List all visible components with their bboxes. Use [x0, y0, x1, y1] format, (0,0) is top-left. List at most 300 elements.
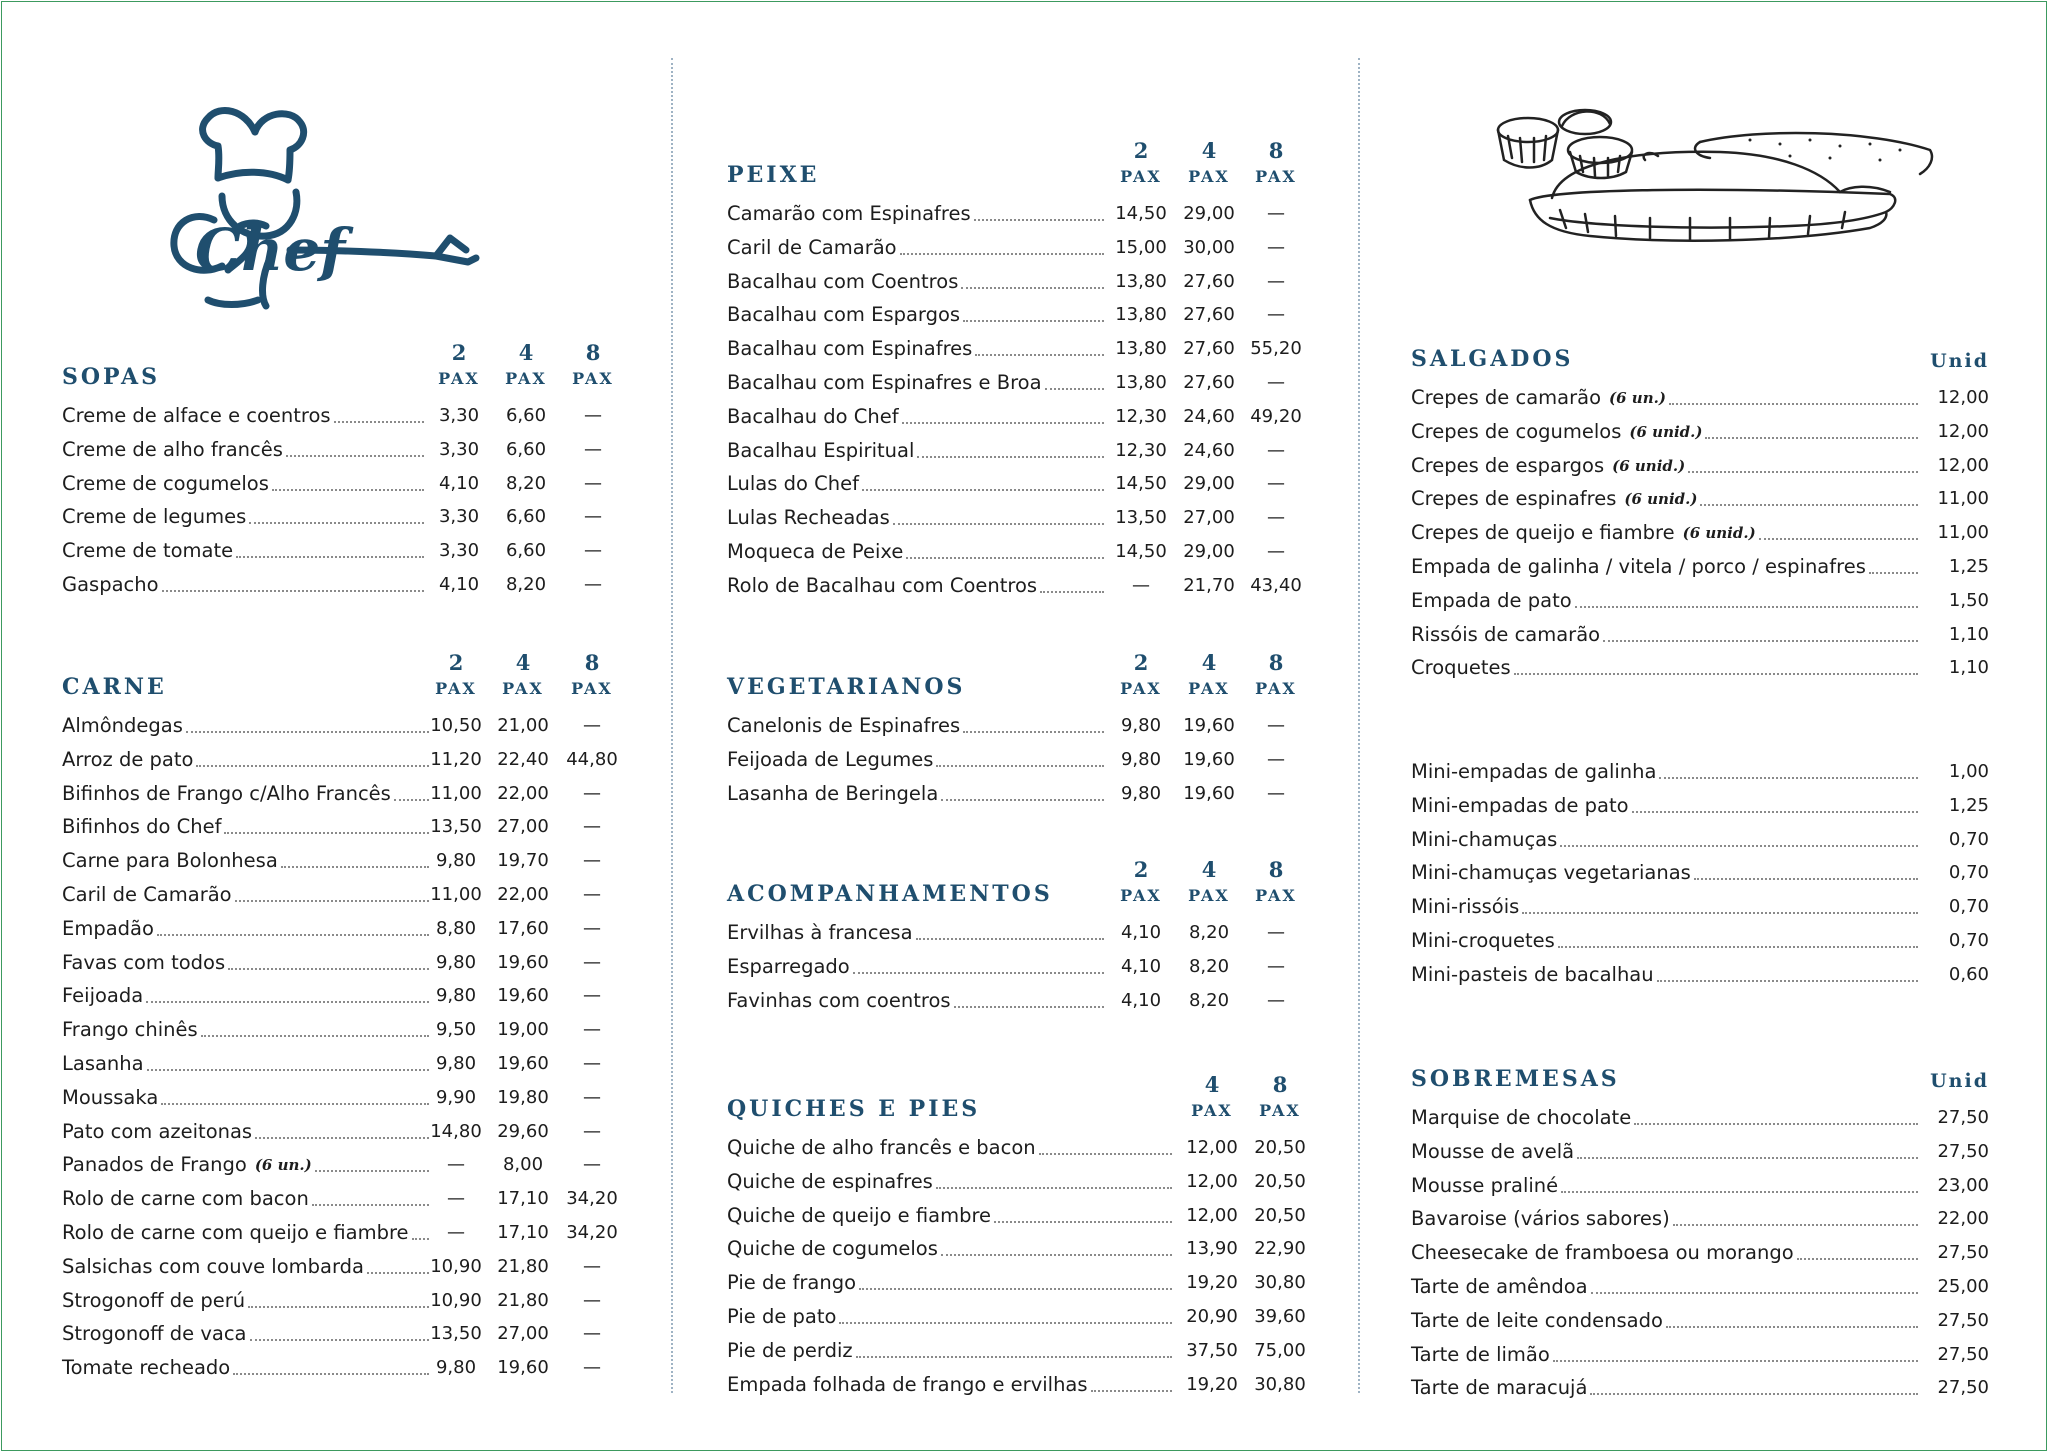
menu-item: [727, 778, 1305, 812]
dot-leader: [917, 456, 1104, 458]
menu-item-price: 20,50: [1254, 1204, 1306, 1226]
menu-item-name-group: [1411, 962, 1921, 988]
menu-item: [1411, 1170, 1989, 1204]
menu-item-price: 27,60: [1183, 338, 1235, 360]
menu-item-name: Rolo de carne com queijo e fiambre: [62, 1220, 409, 1244]
section-title: SOBREMESAS: [1411, 1066, 1620, 1092]
menu-item: [1411, 483, 1989, 517]
menu-item-price: 55,20: [1250, 338, 1302, 360]
menu-item-name: Strogonoff de perú: [62, 1288, 246, 1312]
menu-item: [1411, 1237, 1989, 1271]
pax-count: 4: [518, 340, 534, 365]
dot-leader: [367, 1272, 429, 1274]
menu-item-name: Lasanha: [62, 1051, 144, 1075]
section-header: [1411, 304, 1989, 374]
dot-leader: [893, 523, 1104, 525]
menu-item-name-group: [1411, 928, 1921, 954]
menu-item: [727, 710, 1305, 744]
menu-item-price: 0,60: [1948, 963, 1989, 985]
menu-item: [62, 1285, 627, 1319]
menu-item-price: —: [583, 1357, 601, 1379]
dot-leader: [1669, 403, 1918, 405]
menu-item-name: Croquetes: [1411, 656, 1511, 680]
menu-item-price: 19,60: [1183, 748, 1235, 770]
menu-item-name: Esparregado: [727, 954, 850, 978]
menu-item-price: 15,00: [1115, 236, 1167, 258]
dot-leader: [954, 1006, 1104, 1008]
menu-item-name: Bavaroise (vários sabores): [1411, 1207, 1670, 1231]
menu-item-price: 27,50: [1937, 1377, 1989, 1399]
menu-item-name: Creme de legumes: [62, 505, 247, 529]
menu-item: [1411, 585, 1989, 619]
dot-leader: [1039, 1153, 1172, 1155]
menu-item-price: 11,00: [430, 782, 482, 804]
menu-item-name-group: [1411, 1173, 1921, 1199]
menu-item-name-group: [62, 983, 432, 1009]
menu-item-price: 13,80: [1115, 338, 1167, 360]
menu-item-price: —: [584, 438, 602, 460]
menu-item: [727, 367, 1305, 401]
menu-item-name-group: [62, 1119, 432, 1145]
menu-item: [727, 468, 1305, 502]
menu-item-price: 34,20: [566, 1188, 618, 1210]
menu-item-name: Mousse de avelã: [1411, 1139, 1575, 1163]
menu-item-price: 4,10: [438, 573, 480, 595]
dot-leader: [186, 731, 429, 733]
menu-item: [1411, 551, 1989, 585]
menu-item: [727, 502, 1305, 536]
menu-item: [62, 913, 627, 947]
dot-leader: [1577, 1157, 1918, 1159]
menu-item-name-group: [62, 1017, 432, 1043]
menu-item-price: 12,30: [1115, 439, 1167, 461]
menu-item-price: 3,30: [438, 506, 480, 528]
menu-item-price: 11,00: [1937, 488, 1989, 510]
pax-count: 2: [1133, 138, 1149, 163]
pax-label: PAX: [435, 679, 477, 698]
menu-item-price: —: [583, 1289, 601, 1311]
menu-item-price: —: [584, 573, 602, 595]
menu-item-price: —: [583, 985, 601, 1007]
menu-item-name: Creme de cogumelos: [62, 471, 269, 495]
pax-header: [1241, 857, 1311, 909]
menu-item-name-group: [727, 920, 1107, 946]
menu-item-name: Crepes de espargos: [1411, 453, 1605, 477]
dot-leader: [1869, 572, 1918, 574]
menu-item-price: 19,60: [497, 951, 549, 973]
menu-item-name: Lulas do Chef: [727, 472, 859, 496]
menu-item-price: 24,60: [1183, 405, 1235, 427]
menu-item-name: Mini-pasteis de bacalhau: [1411, 962, 1654, 986]
menu-item-name-group: [62, 848, 432, 874]
menu-item-name-group: [62, 1220, 432, 1246]
menu-item-name-group: [1411, 520, 1921, 546]
menu-item-name-group: [727, 573, 1107, 599]
menu-item-name: Bacalhau do Chef: [727, 404, 899, 428]
menu-item-price: 34,20: [566, 1221, 618, 1243]
menu-item-price: 9,80: [435, 850, 477, 872]
menu-item-price: 20,90: [1186, 1305, 1238, 1327]
menu-item: [1411, 824, 1989, 858]
unit-header: Unid: [1930, 1070, 1989, 1092]
menu-item-price: 11,00: [430, 883, 482, 905]
menu-item-name-group: [1411, 1308, 1921, 1334]
pax-header: [1106, 138, 1176, 190]
menu-item-price: 27,50: [1937, 1140, 1989, 1162]
menu-item: [62, 744, 627, 778]
menu-item-name: Quiche de queijo e fiambre: [727, 1203, 992, 1227]
menu-item-price: 12,00: [1937, 420, 1989, 442]
pax-count: 8: [1272, 1072, 1288, 1097]
menu-item-name-group: [62, 781, 432, 807]
menu-item-price: —: [583, 1086, 601, 1108]
menu-item-name: Salsichas com couve lombarda: [62, 1254, 364, 1278]
menu-item: [62, 980, 627, 1014]
menu-item-name-group: [1411, 554, 1921, 580]
menu-item-price: 14,50: [1115, 473, 1167, 495]
menu-item-price: —: [1267, 236, 1285, 258]
pax-label: PAX: [502, 679, 544, 698]
menu-item-name-group: [62, 1051, 432, 1077]
menu-item-price: 27,60: [1183, 304, 1235, 326]
column-divider-left: [671, 58, 673, 1393]
pax-count: 8: [584, 650, 600, 675]
menu-item-price: —: [583, 883, 601, 905]
pax-header: [1240, 1072, 1320, 1124]
menu-item-name: Bacalhau com Espinafres e Broa: [727, 370, 1042, 394]
menu-item: [62, 778, 627, 812]
dot-leader: [1705, 437, 1918, 439]
menu-item-name: Feijoada: [62, 984, 144, 1008]
section-sobremesas: [1411, 1024, 1989, 1406]
menu-item-price: 27,50: [1937, 1309, 1989, 1331]
menu-item-name-group: [1411, 759, 1921, 785]
dot-leader: [1632, 811, 1918, 813]
menu-item-price: 14,50: [1115, 540, 1167, 562]
menu-item-name: Bacalhau com Coentros: [727, 269, 959, 293]
menu-item-name-group: [727, 302, 1107, 328]
dot-leader: [1553, 1360, 1918, 1362]
menu-item-name-group: [62, 1152, 432, 1178]
menu-item-name-group: [727, 539, 1107, 565]
menu-item: [1411, 619, 1989, 653]
section-sopas: [62, 322, 627, 603]
menu-item-name-group: [62, 504, 427, 530]
menu-item-price: 1,10: [1948, 623, 1989, 645]
menu-item-price: 11,20: [430, 748, 482, 770]
menu-item-price: 13,80: [1115, 371, 1167, 393]
menu-item-quantity-note: (6 un.): [1609, 389, 1666, 407]
menu-item-price: 13,90: [1186, 1238, 1238, 1260]
dot-leader: [286, 455, 424, 457]
pax-label: PAX: [1188, 886, 1230, 905]
menu-item-price: 8,20: [1188, 989, 1230, 1011]
dot-leader: [1091, 1390, 1172, 1392]
pax-label: PAX: [1120, 886, 1162, 905]
menu-item-price: —: [583, 715, 601, 736]
menu-item-price: 6,60: [505, 540, 547, 562]
menu-item-price: 9,80: [1120, 748, 1162, 770]
menu-list: [727, 917, 1305, 1018]
section-title: SOPAS: [62, 364, 160, 390]
menu-item-price: 9,80: [435, 985, 477, 1007]
menu-item-price: —: [583, 951, 601, 973]
menu-item-quantity-note: (6 un.): [254, 1156, 312, 1175]
menu-item-price: 21,00: [497, 715, 549, 736]
menu-item-price: 24,60: [1183, 439, 1235, 461]
menu-item-name: Moqueca de Peixe: [727, 539, 904, 563]
menu-item-name: Bacalhau com Espinafres: [727, 337, 973, 361]
menu-item-price: 12,00: [1937, 387, 1989, 408]
menu-item-price: 10,90: [430, 1255, 482, 1277]
menu-item-name: Quiche de espinafres: [727, 1169, 933, 1193]
section-header: [1411, 1024, 1989, 1094]
dot-leader: [856, 1356, 1172, 1358]
menu-item-name: Strogonoff de vaca: [62, 1322, 247, 1346]
menu-item: [62, 501, 627, 535]
menu-item: [62, 1116, 627, 1150]
menu-item-price: 20,50: [1254, 1137, 1306, 1158]
dot-leader: [196, 765, 429, 767]
pax-header: [1174, 138, 1244, 190]
menu-item: [62, 1352, 627, 1386]
menu-item-price: 4,10: [1120, 989, 1162, 1011]
menu-item-price: 27,00: [497, 1323, 549, 1345]
dot-leader: [974, 219, 1104, 221]
menu-item-name-group: [62, 916, 432, 942]
menu-item: [62, 1014, 627, 1048]
menu-item-price: 25,00: [1937, 1275, 1989, 1297]
pax-count: 2: [448, 650, 464, 675]
section-salgados: [1411, 304, 1989, 686]
pax-label: PAX: [571, 679, 613, 698]
menu-item-name: Tomate recheado: [62, 1356, 231, 1380]
menu-item: [1411, 790, 1989, 824]
menu-item-price: 19,20: [1186, 1373, 1238, 1395]
menu-item: [1411, 1339, 1989, 1373]
menu-item-name-group: [62, 437, 427, 463]
dot-leader: [902, 422, 1104, 424]
menu-item-price: 12,00: [1186, 1204, 1238, 1226]
menu-item: [727, 333, 1305, 367]
column-divider-right: [1358, 58, 1360, 1393]
dot-leader: [161, 1103, 429, 1105]
menu-item-price: 0,70: [1948, 929, 1989, 951]
menu-item-price: —: [1267, 782, 1285, 804]
menu-item-name: Lasanha de Beringela: [727, 781, 939, 805]
menu-item-name: Gaspacho: [62, 572, 159, 596]
logo-text: Chef: [195, 216, 346, 284]
menu-item-name-group: [727, 1135, 1175, 1161]
menu-item: [727, 1301, 1305, 1335]
menu-item-quantity-note: (6 unid.): [1624, 490, 1698, 509]
menu-list: [1411, 1102, 1989, 1406]
menu-item: [1411, 925, 1989, 959]
menu-item-name-group: [62, 1321, 432, 1347]
menu-item-price: 30,80: [1254, 1272, 1306, 1294]
menu-item-name-group: [727, 1270, 1175, 1296]
menu-item-price: 27,60: [1183, 270, 1235, 292]
menu-item-price: 22,00: [1937, 1208, 1989, 1230]
chef-logo-icon: [150, 100, 490, 320]
menu-item-name-group: [1411, 894, 1921, 920]
menu-item: [62, 710, 627, 744]
section-title: PEIXE: [727, 162, 820, 188]
dot-leader: [312, 1204, 429, 1206]
menu-item-name-group: [727, 954, 1107, 980]
pax-count: 8: [1268, 650, 1284, 675]
dot-leader: [1673, 1224, 1918, 1226]
menu-item-price: 19,20: [1186, 1272, 1238, 1294]
menu-item-price: 1,00: [1948, 761, 1989, 782]
menu-item-price: 1,25: [1948, 794, 1989, 816]
menu-item-name: Almôndegas: [62, 714, 183, 737]
menu-item: [62, 1318, 627, 1352]
menu-item: [1411, 416, 1989, 450]
menu-item-name-group: [727, 269, 1107, 295]
menu-item-name: Arroz de pato: [62, 747, 194, 771]
menu-item-price: —: [1267, 371, 1285, 393]
menu-item: [1411, 652, 1989, 686]
pax-header: [1241, 138, 1311, 190]
menu-item-price: 19,60: [497, 985, 549, 1007]
dot-leader: [975, 354, 1104, 356]
section-title: ACOMPANHAMENTOS: [727, 881, 1053, 907]
menu-item-quantity-note: (6 unid.): [1682, 524, 1756, 543]
menu-list: [727, 198, 1305, 604]
menu-item-price: 8,20: [1188, 922, 1230, 943]
menu-item-name-group: [62, 471, 427, 497]
menu-item-name-group: [727, 505, 1107, 531]
pax-count: 2: [451, 340, 467, 365]
menu-item-name-group: [1411, 655, 1921, 681]
menu-item-price: 14,50: [1115, 203, 1167, 224]
dot-leader: [936, 1187, 1172, 1189]
menu-item-name: Feijoada de Legumes: [727, 747, 934, 771]
dot-leader: [1040, 591, 1104, 593]
menu-item-price: 9,80: [435, 1357, 477, 1379]
menu-list: [62, 400, 627, 603]
menu-item-price: 21,80: [497, 1289, 549, 1311]
menu-item-name-group: [1411, 1375, 1921, 1401]
dot-leader: [1603, 640, 1918, 642]
dot-leader: [1045, 388, 1104, 390]
menu-item-price: 49,20: [1250, 405, 1302, 427]
menu-item-price: 19,60: [497, 1052, 549, 1074]
menu-item-price: 1,10: [1948, 657, 1989, 679]
menu-item: [1411, 1203, 1989, 1237]
menu-item-name: Pie de perdiz: [727, 1338, 853, 1362]
pax-count: 4: [1201, 650, 1217, 675]
section-title: CARNE: [62, 674, 167, 700]
dot-leader: [1759, 538, 1918, 540]
menu-item-name-group: [62, 572, 427, 598]
pax-label: PAX: [572, 369, 614, 388]
section-header: [727, 120, 1305, 190]
menu-item-price: 44,80: [566, 748, 618, 770]
menu-item-price: —: [1267, 715, 1285, 736]
menu-item-price: —: [584, 405, 602, 426]
menu-item-price: 4,10: [1120, 955, 1162, 977]
menu-item-price: 9,90: [435, 1086, 477, 1108]
menu-list: [727, 1132, 1305, 1402]
menu-item-name-group: [1411, 419, 1921, 445]
section-title: VEGETARIANOS: [727, 674, 966, 700]
menu-item-name-group: [62, 1254, 432, 1280]
menu-item-price: 21,70: [1183, 574, 1235, 596]
menu-item-price: 29,00: [1183, 540, 1235, 562]
menu-item-name: Canelonis de Espinafres: [727, 714, 961, 737]
menu-item-name: Rolo de Bacalhau com Coentros: [727, 573, 1038, 597]
menu-item-price: 13,50: [1115, 507, 1167, 529]
menu-item-name: Favinhas com coentros: [727, 988, 951, 1012]
menu-item-price: —: [1267, 439, 1285, 461]
dot-leader: [248, 1306, 429, 1308]
menu-item-name-group: [727, 988, 1107, 1014]
menu-item-name-group: [1411, 486, 1921, 512]
menu-item-price: 20,50: [1254, 1170, 1306, 1192]
menu-item-price: 22,00: [497, 883, 549, 905]
section-acompanhamentos: [727, 839, 1305, 1018]
menu-item-price: 43,40: [1250, 574, 1302, 596]
menu-item: [62, 1183, 627, 1217]
menu-item-name-group: [727, 438, 1107, 464]
menu-item-name: Mini-chamuças: [1411, 827, 1558, 851]
pax-header: [491, 340, 561, 392]
pax-header: [1106, 857, 1176, 909]
menu-list: [1411, 756, 1989, 993]
menu-item-price: 19,80: [497, 1086, 549, 1108]
pax-count: 4: [1201, 857, 1217, 882]
menu-item: [1411, 891, 1989, 925]
menu-item-price: 8,00: [502, 1154, 544, 1176]
menu-item-name-group: [62, 1186, 432, 1212]
menu-item: [727, 1132, 1305, 1166]
menu-item-name: Bifinhos de Frango c/Alho Francês: [62, 781, 391, 805]
pax-count: 4: [515, 650, 531, 675]
menu-item-name-group: [727, 1203, 1175, 1229]
menu-item-price: 14,80: [430, 1120, 482, 1142]
menu-item-name-group: [62, 1355, 432, 1381]
menu-item-name: Creme de alface e coentros: [62, 404, 331, 427]
section-quiches: [727, 1054, 1305, 1402]
menu-item-price: —: [583, 850, 601, 872]
menu-item: [727, 570, 1305, 604]
dot-leader: [162, 590, 424, 592]
menu-item-price: 22,40: [497, 748, 549, 770]
menu-item: [727, 1267, 1305, 1301]
menu-item: [727, 985, 1305, 1019]
dot-leader: [1590, 1393, 1918, 1395]
pax-count: 4: [1204, 1072, 1220, 1097]
menu-item-name-group: [1411, 453, 1921, 479]
unit-header: Unid: [1930, 350, 1989, 372]
menu-item: [727, 1166, 1305, 1200]
pax-count: 8: [585, 340, 601, 365]
menu-item-price: 1,25: [1948, 555, 1989, 577]
menu-list: [727, 710, 1305, 811]
pax-header: [558, 340, 628, 392]
menu-item-price: 3,30: [438, 405, 480, 426]
menu-item-name: Pie de frango: [727, 1271, 857, 1295]
menu-item-price: 12,00: [1186, 1137, 1238, 1158]
menu-item-price: 13,80: [1115, 270, 1167, 292]
menu-item-price: 37,50: [1186, 1339, 1238, 1361]
menu-item-name-group: [62, 747, 432, 773]
menu-item-price: —: [583, 1019, 601, 1041]
menu-item-name: Empada de galinha / vitela / porco / espinafres: [1411, 554, 1866, 578]
dot-leader: [859, 1288, 1172, 1290]
